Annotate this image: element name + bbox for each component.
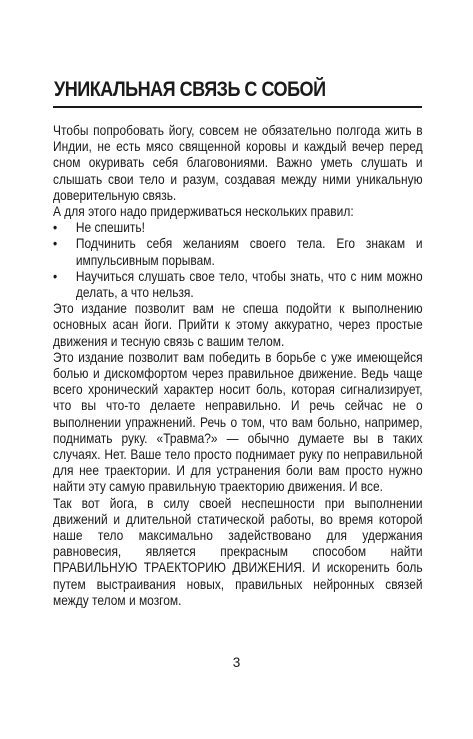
chapter-title: УНИКАЛЬНАЯ СВЯЗЬ С СОБОЙ: [54, 78, 326, 101]
bullet-item: [53, 220, 423, 236]
chapter-body: [53, 123, 423, 609]
bullet-icon: •: [53, 268, 58, 284]
bullet-text: Научиться слушать свое тело, чтобы знать, что с ним можно делать, а что нельзя.: [75, 268, 423, 301]
paragraph: А для этого надо придерживаться нескольких правил:: [53, 204, 354, 220]
bullet-item: [53, 236, 423, 268]
bullet-icon: •: [53, 220, 58, 236]
page-number: 3: [232, 655, 241, 670]
title-underline: [53, 106, 422, 108]
bullet-item: [53, 269, 423, 301]
bullet-text: Подчинить себя желаниям своего тела. Его знакам и импульсивным порывам.: [75, 236, 423, 268]
paragraph: Это издание позволит вам не спеша подойти к выполнению основных асан йоги. Прийти к этому аккуратно, через простые движения и тесную связь с вашим телом.: [53, 301, 423, 349]
paragraph: Это издание позволит вам победить в борьбе с уже имеющейся болью и дискомфортом через правильное движение. Ведь чаще всего хронический характер носит боль, которая сигнализирует, что вы что-то делаете неправильно. И речь сейчас не о выполнении упражнений. Речь о том, что вам больно, например, поднимать руку. «Травма?» — обычно думаете вы в таких случаях. Нет. Ваше тело просто поднимает руку по неправильной для нее траектории. И для устранения боли вам просто нужно найти эту самую правильную траекторию движения. И все.: [53, 349, 423, 495]
bullet-text: Не спешить!: [75, 220, 145, 236]
bullet-icon: •: [53, 236, 58, 252]
paragraph: Так вот йога, в силу своей неспешности при выполнении движений и длительной статической работы, во время которой наше тело максимально задействовано для удержания равновесия, является прекрасным способом найти ПРАВИЛЬНУЮ ТРАЕКТОРИЮ ДВИЖЕНИЯ. И искоренить боль путем выстраивания новых, правильных нейронных связей между телом и мозгом.: [53, 495, 423, 608]
paragraph: Чтобы попробовать йогу, совсем не обязательно полгода жить в Индии, не есть мясо священной коровы и каждый вечер перед сном окуривать себя благовониями. Важно уметь слушать и слышать свои тело и разум, создавая между ними уникальную доверительную связь.: [53, 123, 423, 203]
